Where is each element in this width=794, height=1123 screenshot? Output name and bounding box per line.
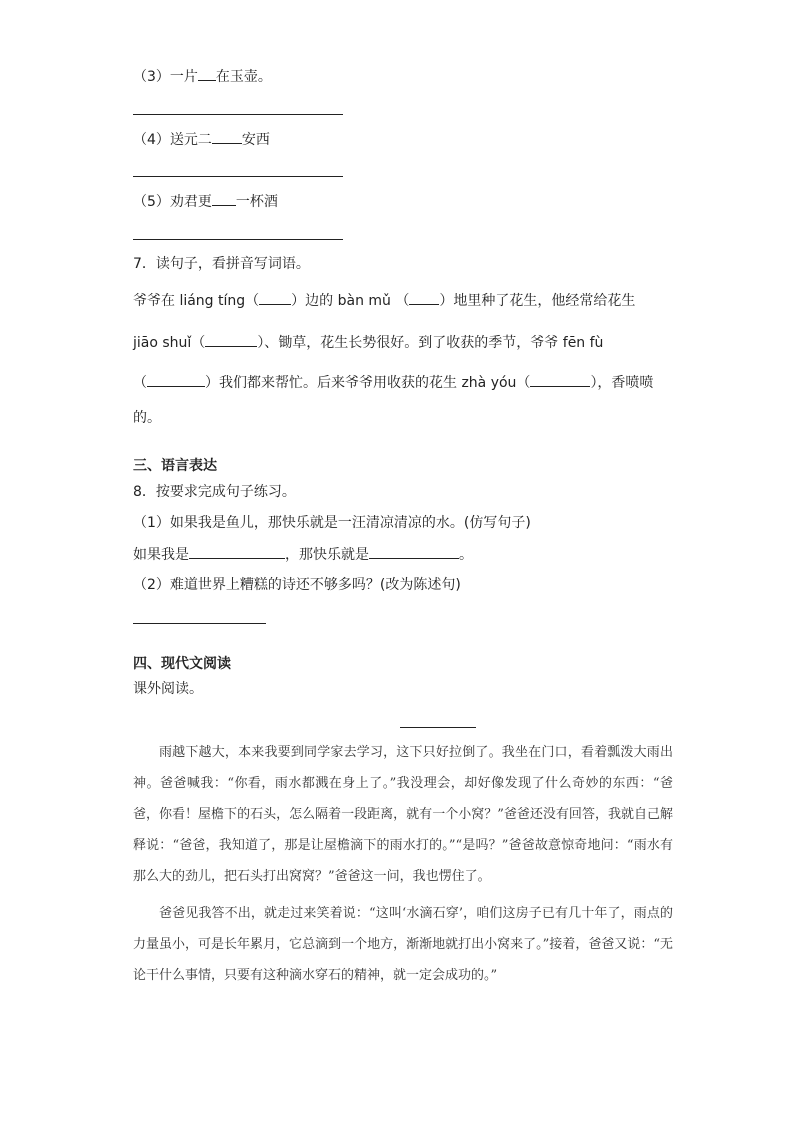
q8-fill-blank-2[interactable]: [369, 544, 459, 559]
q6-item-3-tail: 在玉壶。: [215, 69, 272, 85]
q7-line-2-a: jiāo shuǐ（: [133, 335, 206, 351]
zha-you-blank[interactable]: [530, 372, 590, 387]
q7-line-2-b: ）、锄草，花生长势很好。到了收获的季节，爷爷 fēn fù: [257, 335, 604, 351]
q8-title: 8．按要求完成句子练习。: [133, 484, 296, 500]
liang-ting-blank[interactable]: [259, 290, 291, 305]
q6-item-4-blank[interactable]: [212, 129, 242, 144]
q6-item-4-answer-line[interactable]: [133, 176, 343, 177]
q7-line-1-b: ）边的 bàn mǔ （: [291, 293, 410, 309]
q7-line-3-c: ），香喷喷: [590, 375, 654, 391]
q7-title: 7．读句子，看拼音写词语。: [133, 256, 310, 272]
passage-paragraph-2: 爸爸见我答不出，就走过来笑着说：“这叫‘水滴石穿’，咱们这房子已有几十年了，雨点的力量虽小，可是长年累月，它总滴到一个地方，渐渐地就打出小窝来了。”接着，爸爸又说：“无论干什么事情，只要有这种滴水穿石的精神，就一定会成功的。”: [133, 906, 673, 983]
reading-passage: [133, 737, 673, 991]
q8-sentence-2-answer-line[interactable]: [133, 623, 266, 624]
q6-item-3-answer-line[interactable]: [133, 114, 343, 115]
jiao-shui-blank[interactable]: [205, 332, 257, 347]
q8-fill-blank-1[interactable]: [189, 544, 285, 559]
ban-mu-blank[interactable]: [409, 290, 439, 305]
q8-fill-b: ，那快乐就是: [285, 547, 369, 563]
q8-fill-line: [133, 544, 473, 565]
q6-item-3: [133, 66, 272, 87]
q7-line-1-a: 爷爷在 liáng tíng（: [133, 293, 260, 309]
q8-sentence-2: （2）难道世界上糟糕的诗还不够多吗？(改为陈述句): [133, 577, 461, 593]
section-4-heading: 四、现代文阅读: [133, 656, 231, 672]
q8-sentence-1: （1）如果我是鱼儿，那快乐就是一汪清凉清凉的水。(仿写句子): [133, 515, 531, 531]
passage-paragraph-1: 雨越下越大，本来我要到同学家去学习，这下只好拉倒了。我坐在门口，看着瓢泼大雨出神。爸爸喊我：“你看，雨水都溅在身上了。”我没理会，却好像发现了什么奇妙的东西：“爸爸，你看！屋檐下的石头，怎么隔着一段距离，就有一个小窝？”爸爸还没有回答，我就自己解释说：“爸爸，我知道了，那是让屋檐滴下的雨水打的。”“是吗？”爸爸故意惊奇地问：“雨水有那么大的劲儿，把石头打出窝窝？”爸爸这一问，我也愣住了。: [133, 745, 673, 884]
q8-fill-c: 。: [459, 547, 473, 563]
q7-line-3-a: （: [133, 375, 147, 391]
q6-item-4-tail: 安西: [241, 132, 270, 148]
q6-item-4: [133, 129, 270, 150]
q6-item-5-text: （5）劝君更: [133, 194, 212, 210]
q6-item-5-answer-line[interactable]: [133, 239, 343, 240]
q7-line-3-b: ）我们都来帮忙。后来爷爷用收获的花生 zhà yóu（: [205, 375, 531, 391]
q7-line-1: [133, 290, 635, 311]
q6-item-3-text: （3）一片: [133, 69, 198, 85]
q8-fill-a: 如果我是: [133, 547, 189, 563]
q6-item-4-text: （4）送元二: [133, 132, 212, 148]
q7-line-4: 的。: [133, 410, 161, 426]
q6-item-5-tail: 一杯酒: [235, 194, 278, 210]
section-3-heading: 三、语言表达: [133, 458, 217, 474]
q7-line-1-c: ）地里种了花生，他经常给花生: [439, 293, 636, 309]
passage-title-blank[interactable]: [400, 727, 476, 728]
q6-item-5-blank[interactable]: [212, 191, 236, 206]
q6-item-5: [133, 191, 278, 212]
q7-line-2: [133, 332, 603, 353]
fen-fu-blank[interactable]: [147, 372, 205, 387]
q7-line-3: [133, 372, 653, 393]
section-4-subtitle: 课外阅读。: [133, 681, 203, 697]
q6-item-3-blank[interactable]: [198, 66, 216, 81]
